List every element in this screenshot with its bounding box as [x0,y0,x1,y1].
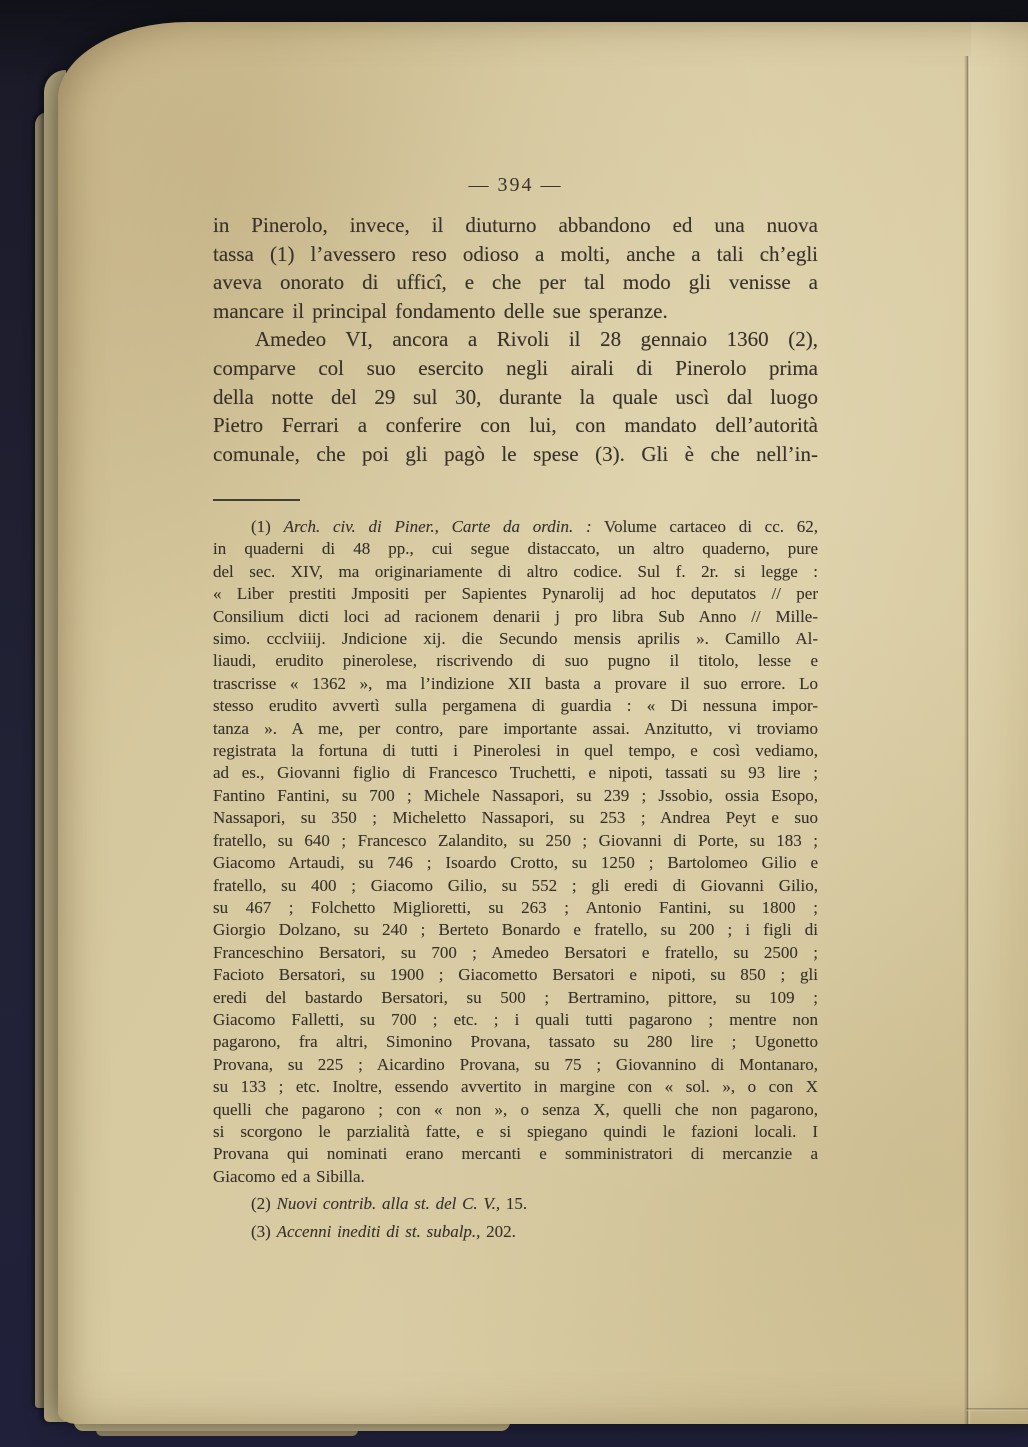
text-line: su 133 ; etc. Inoltre, essendo avvertito in margine con « sol. », o con X [213,1077,818,1097]
paragraph-2 [213,325,818,468]
text-line: pagarono, fra altri, Simonino Provana, tassato su 280 lire ; Ugonetto [213,1032,818,1052]
text-line: in quaderni di 48 pp., cui segue distaccato, un altro quaderno, pure [213,539,818,559]
text-line: Giacomo ed a Sibilla. [213,1166,365,1186]
text-line: Amedeo VI, ancora a Rivoli il 28 gennaio 1360 (2), [255,327,818,352]
text-line: tanza ». A me, per contro, pare importante assai. Anzitutto, vi troviamo [213,718,818,738]
text-line: Facioto Bersatori, su 1900 ; Giacometto Bersatori e nipoti, su 850 ; gli [213,965,818,985]
text-line: comunale, che poi gli pagò le spese (3). Gli è che nell’in- [213,441,818,466]
facing-page-sliver [971,22,1028,1410]
text-line: comparve col suo esercito negli airali di Pinerolo prima [213,355,818,380]
text-line: Provana qui nominati erano mercanti e somministratori di mercanzie a [213,1144,818,1164]
text-line: mancare il principal fondamento delle sue speranze. [213,298,668,323]
text-line: fratello, su 640 ; Francesco Zalandito, su 250 ; Giovanni di Porte, su 183 ; [213,830,818,850]
text-line: liaudi, erudito pinerolese, riscrivendo di suo pugno il titolo, lesse e [213,651,818,671]
text-line: tassa (1) l’avessero reso odioso a molti, anche a tali ch’egli [213,241,818,266]
text-line: quelli che pagarono ; con « non », o senza X, quelli che non pagarono, [213,1099,818,1119]
text-line: Consilium dicti loci ad racionem denarii j pro libra Sub Anno // Mille- [213,606,818,626]
footnote-separator [213,499,300,501]
text-line: si scorgono le parzialità fatte, e si spiegano quindi le fazioni locali. I [213,1121,818,1141]
book-page [58,22,1028,1424]
text-line: trascrisse « 1362 », ma l’indizione XII basta a provare il suo errore. Lo [213,673,818,693]
footnote-3 [213,1221,818,1243]
text-line: Giorgio Dolzano, su 240 ; Berteto Bonardo e fratello, su 200 ; i figli di [213,920,818,940]
page-crease [964,56,971,1424]
paragraph-1 [213,211,818,325]
main-text-block [213,211,818,468]
text-line: simo. ccclviiij. Jndicione xij. die Secundo mensis aprilis ». Camillo Al- [213,629,818,649]
text-line: Giacomo Artaudi, su 746 ; Isoardo Crotto, su 1250 ; Bartolomeo Gilio e [213,853,818,873]
text-line: registrata la fortuna di tutti i Pinerolesi in quel tempo, e così vediamo, [213,741,818,761]
footnote-2 [213,1193,818,1215]
text-line: Pietro Ferrari a conferire con lui, con mandato dell’autorità [213,413,818,438]
footnotes-block [213,516,818,1243]
text-line: in Pinerolo, invece, il diuturno abbandono ed una nuova [213,213,818,237]
text-line: su 467 ; Folchetto Miglioretti, su 263 ; Antonio Fantini, su 1800 ; [213,897,818,917]
text-line: ad es., Giovanni figlio di Francesco Truchetti, e nipoti, tassati su 93 lire ; [213,763,818,783]
text-line: della notte del 29 sul 30, durante la quale uscì dal luogo [213,384,818,409]
text-line: « Liber prestiti Jmpositi per Sapientes Pynarolij ad hoc deputatos // per [213,584,818,604]
text-line: Giacomo Falletti, su 700 ; etc. ; i quali tutti pagarono ; mentre non [213,1009,818,1029]
facing-page-bottom-edge [966,1408,1028,1411]
text-line: (3) Accenni inediti di st. subalp., 202. [251,1221,516,1241]
text-line: (2) Nuovi contrib. alla st. del C. V., 15. [251,1194,528,1214]
footnote-1 [213,516,818,1188]
text-line: stesso erudito avvertì sulla pergamena di guardia : « Di nessuna impor- [213,696,818,716]
text-line: del sec. XIV, ma originariamente di altro codice. Sul f. 2r. si legge : [213,561,818,581]
text-line: fratello, su 400 ; Giacomo Gilio, su 552 ; gli eredi di Giovanni Gilio, [213,875,818,895]
text-line: Fantino Fantini, su 700 ; Michele Nassapori, su 239 ; Jssobio, ossia Esopo, [213,785,818,805]
text-line: Provana, su 225 ; Aicardino Provana, su 75 ; Giovannino di Montanaro, [213,1054,818,1074]
text-line: Franceschino Bersatori, su 700 ; Amedeo Bersatori e fratello, su 2500 ; [213,942,818,962]
text-line: Nassapori, su 350 ; Micheletto Nassapori, su 253 ; Andrea Peyt e suo [213,808,818,828]
text-line: (1) Arch. civ. di Piner., Carte da ordin. : Volume cartaceo di cc. 62, [251,517,818,536]
text-line: eredi del bastardo Bersatori, su 500 ; Bertramino, pittore, su 109 ; [213,987,818,1007]
text-line: aveva onorato di ufficî, e che per tal modo gli venisse a [213,270,818,295]
page-number: — 394 — [468,174,563,196]
